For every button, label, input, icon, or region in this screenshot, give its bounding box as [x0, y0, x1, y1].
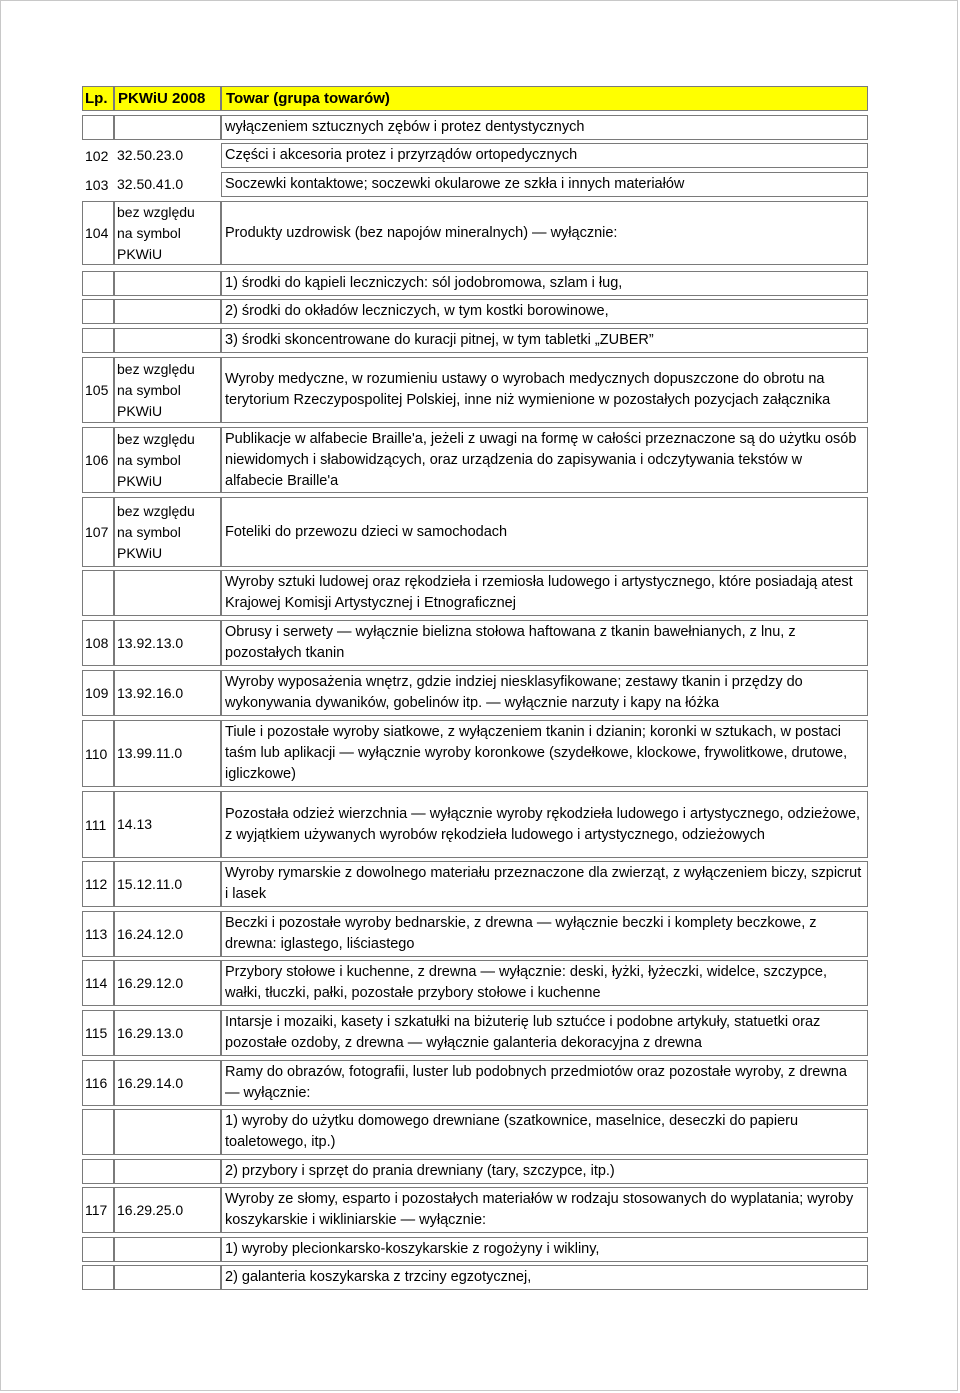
cell-description	[221, 143, 868, 168]
cell-pkwiu	[114, 960, 221, 1006]
pkwiu-code: bez względu na symbol PKWiU	[117, 430, 195, 489]
cell-lp	[82, 201, 114, 265]
description-text: 2) środki do okładów leczniczych, w tym kostki borowinowe,	[225, 303, 609, 319]
cell-pkwiu	[114, 670, 221, 716]
description-text: Wyroby sztuki ludowej oraz rękodzieła i rzemiosła ludowego i artystycznego, które posiadają atest Krajowej Komisji Artystycznej i Etnograficznej	[225, 574, 853, 611]
cell-pkwiu	[114, 172, 221, 197]
description-text: 2) galanteria koszykarska z trzciny egzotycznej,	[225, 1269, 532, 1285]
pkwiu-code: 32.50.41.0	[117, 176, 184, 192]
cell-lp	[82, 911, 114, 957]
description-text: Soczewki kontaktowe; soczewki okularowe ze szkła i innych materiałów	[225, 176, 685, 192]
cell-pkwiu	[114, 1010, 221, 1056]
lp-number: 107	[85, 524, 109, 540]
cell-pkwiu	[114, 427, 221, 493]
cell-lp	[82, 861, 114, 907]
pkwiu-code: bez względu na symbol PKWiU	[117, 502, 195, 561]
cell-description	[221, 201, 868, 265]
lp-number: 109	[85, 685, 109, 701]
cell-pkwiu	[114, 720, 221, 787]
description-text: Ramy do obrazów, fotografii, luster lub podobnych przedmiotów oraz pozostałe wyroby, z drewna — wyłącznie:	[225, 1064, 847, 1101]
cell-lp	[82, 1187, 114, 1233]
cell-lp	[82, 620, 114, 666]
cell-description	[221, 791, 868, 858]
cell-description	[221, 1265, 868, 1290]
cell-lp	[82, 570, 114, 616]
cell-lp	[82, 1237, 114, 1262]
cell-lp	[82, 1265, 114, 1290]
cell-pkwiu	[114, 1060, 221, 1106]
cell-pkwiu	[114, 620, 221, 666]
cell-lp	[82, 1010, 114, 1056]
lp-number: 117	[85, 1202, 108, 1218]
lp-number: 102	[85, 147, 109, 164]
pkwiu-code: 16.29.25.0	[117, 1201, 184, 1218]
cell-pkwiu	[114, 1187, 221, 1233]
cell-lp	[82, 670, 114, 716]
cell-pkwiu	[114, 143, 221, 168]
lp-number: 104	[85, 225, 109, 241]
header-pkwiu	[114, 86, 221, 111]
cell-pkwiu	[114, 1109, 221, 1155]
cell-lp	[82, 960, 114, 1006]
cell-description	[221, 1060, 868, 1106]
header-lp	[82, 86, 114, 111]
description-text: Wyroby medyczne, w rozumieniu ustawy o wyrobach medycznych dopuszczone do obrotu na terytorium Rzeczypospolitej Polskiej, inne niż wymienione w pozostałych pozycjach załącznika	[225, 371, 831, 408]
cell-lp	[82, 427, 114, 493]
cell-lp	[82, 720, 114, 787]
cell-description	[221, 670, 868, 716]
lp-number: 110	[85, 745, 108, 762]
cell-lp	[82, 791, 114, 858]
description-text: 2) przybory i sprzęt do prania drewniany (tary, szczypce, itp.)	[225, 1163, 615, 1179]
pkwiu-code: 16.29.13.0	[117, 1024, 184, 1041]
pkwiu-code: 15.12.11.0	[117, 875, 183, 892]
cell-lp	[82, 271, 114, 296]
cell-pkwiu	[114, 1159, 221, 1184]
cell-description	[221, 299, 868, 324]
cell-pkwiu	[114, 357, 221, 423]
description-text: Wyroby wyposażenia wnętrz, gdzie indziej niesklasyfikowane; zestawy tkanin i przędzy do wykonywania dywaników, gobelinów itp. — wyłącznie narzuty i kapy na łóżka	[225, 674, 803, 711]
lp-number: 114	[85, 975, 108, 991]
lp-number: 115	[85, 1025, 108, 1041]
lp-number: 111	[85, 816, 107, 833]
header-towar	[221, 86, 868, 111]
pkwiu-code: 13.99.11.0	[117, 745, 183, 761]
cell-lp	[82, 1109, 114, 1155]
cell-pkwiu	[114, 271, 221, 296]
lp-number: 116	[85, 1075, 108, 1091]
cell-pkwiu	[114, 299, 221, 324]
lp-number: 113	[85, 926, 108, 942]
cell-description	[221, 620, 868, 666]
header-pkwiu-text: PKWiU 2008	[118, 90, 206, 107]
description-text: Foteliki do przewozu dzieci w samochodach	[225, 523, 508, 540]
pkwiu-code: 32.50.23.0	[117, 147, 184, 163]
description-text: Intarsje i mozaiki, kasety i szkatułki na biżuterię lub sztućce i podobne artykuły, statuetki oraz pozostałe ozdoby, z drewna — wyłącznie galanteria dekoracyjna z drewna	[225, 1014, 821, 1051]
cell-lp	[82, 115, 114, 140]
pkwiu-code: bez względu na symbol PKWiU	[117, 360, 195, 419]
cell-description	[221, 271, 868, 296]
cell-pkwiu	[114, 201, 221, 265]
cell-pkwiu	[114, 911, 221, 957]
cell-description	[221, 1010, 868, 1056]
description-text: wyłączeniem sztucznych zębów i protez dentystycznych	[225, 119, 585, 135]
cell-description	[221, 1237, 868, 1262]
pkwiu-code: 16.24.12.0	[117, 925, 184, 942]
cell-lp	[82, 172, 114, 197]
cell-description	[221, 720, 868, 787]
description-text: Wyroby rymarskie z dowolnego materiału przeznaczone dla zwierząt, z wyłączeniem biczy, szpicrut i lasek	[225, 865, 862, 902]
cell-pkwiu	[114, 791, 221, 858]
cell-lp	[82, 357, 114, 423]
lp-number: 106	[85, 452, 109, 468]
cell-description	[221, 570, 868, 616]
pkwiu-code: 14.13	[117, 816, 153, 832]
description-text: Publikacje w alfabecie Braille'a, jeżeli z uwagi na formę w całości przeznaczone są do użytku osób niewidomych i słabowidzących, oraz urządzenia do zapisywania i odczytywania tekstów w alfabecie Braille'a	[225, 430, 857, 489]
description-text: Produkty uzdrowisk (bez napojów mineralnych) — wyłącznie:	[225, 224, 618, 241]
cell-description	[221, 172, 868, 197]
cell-description	[221, 1187, 868, 1233]
cell-lp	[82, 143, 114, 168]
lp-number: 103	[85, 176, 109, 193]
cell-pkwiu	[114, 328, 221, 353]
cell-pkwiu	[114, 1237, 221, 1262]
lp-number: 112	[85, 876, 108, 892]
description-text: Części i akcesoria protez i przyrządów ortopedycznych	[225, 147, 578, 163]
cell-description	[221, 357, 868, 423]
cell-description	[221, 497, 868, 567]
cell-description	[221, 1159, 868, 1184]
lp-number: 105	[85, 382, 109, 398]
description-text: Wyroby ze słomy, esparto i pozostałych materiałów w rodzaju stosowanych do wyplatania; wyroby koszykarskie i wikliniarskie — wyłącznie:	[225, 1191, 854, 1228]
cell-pkwiu	[114, 115, 221, 140]
description-text: 1) wyroby plecionkarsko-koszykarskie z rogożyny i wikliny,	[225, 1241, 600, 1257]
cell-description	[221, 427, 868, 493]
header-towar-text: Towar (grupa towarów)	[226, 90, 390, 107]
cell-pkwiu	[114, 570, 221, 616]
description-text: Obrusy i serwety — wyłącznie bielizna stołowa haftowana z tkanin bawełnianych, z lnu, z pozostałych tkanin	[225, 624, 796, 661]
pkwiu-code: 13.92.16.0	[117, 684, 184, 701]
header-lp-text: Lp.	[85, 90, 108, 107]
cell-lp	[82, 1159, 114, 1184]
cell-description	[221, 960, 868, 1006]
cell-lp	[82, 497, 114, 567]
lp-number: 108	[85, 635, 109, 651]
description-text: 3) środki skoncentrowane do kuracji pitnej, w tym tabletki „ZUBER”	[225, 332, 654, 348]
cell-description	[221, 911, 868, 957]
cell-pkwiu	[114, 1265, 221, 1290]
cell-pkwiu	[114, 861, 221, 907]
pkwiu-code: 16.29.14.0	[117, 1074, 184, 1091]
description-text: Pozostała odzież wierzchnia — wyłącznie wyroby rękodzieła ludowego i artystycznego, odzieżowe, z wyjątkiem używanych wyrobów rękodzieła ludowego i artystycznego, odzieżowych	[225, 805, 861, 843]
description-text: Tiule i pozostałe wyroby siatkowe, z wyłączeniem tkanin i dzianin; koronki w sztukach, w postaci taśm lub aplikacji — wyłącznie wyroby koronkowe (szydełkowe, klockowe, frywolitkowe, drutowe, igliczkowe)	[225, 724, 848, 782]
description-text: 1) środki do kąpieli leczniczych: sól jodobromowa, szlam i ług,	[225, 275, 623, 291]
description-text: Przybory stołowe i kuchenne, z drewna — wyłącznie: deski, łyżki, łyżeczki, widelce, szczypce, wałki, tłuczki, pałki, pozostałe przybory stołowe i kuchenne	[225, 964, 827, 1001]
cell-lp	[82, 1060, 114, 1106]
cell-pkwiu	[114, 497, 221, 567]
cell-description	[221, 328, 868, 353]
pkwiu-code: bez względu na symbol PKWiU	[117, 203, 195, 262]
pkwiu-code: 13.92.13.0	[117, 634, 184, 651]
description-text: 1) wyroby do użytku domowego drewniane (szatkownice, maselnice, deseczki do papieru toaletowego, itp.)	[225, 1113, 799, 1150]
cell-lp	[82, 299, 114, 324]
description-text: Beczki i pozostałe wyroby bednarskie, z drewna — wyłącznie beczki i komplety beczkowe, z drewna: iglastego, liściastego	[225, 915, 817, 952]
cell-description	[221, 1109, 868, 1155]
pkwiu-code: 16.29.12.0	[117, 974, 184, 991]
cell-lp	[82, 328, 114, 353]
cell-description	[221, 861, 868, 907]
cell-description	[221, 115, 868, 140]
